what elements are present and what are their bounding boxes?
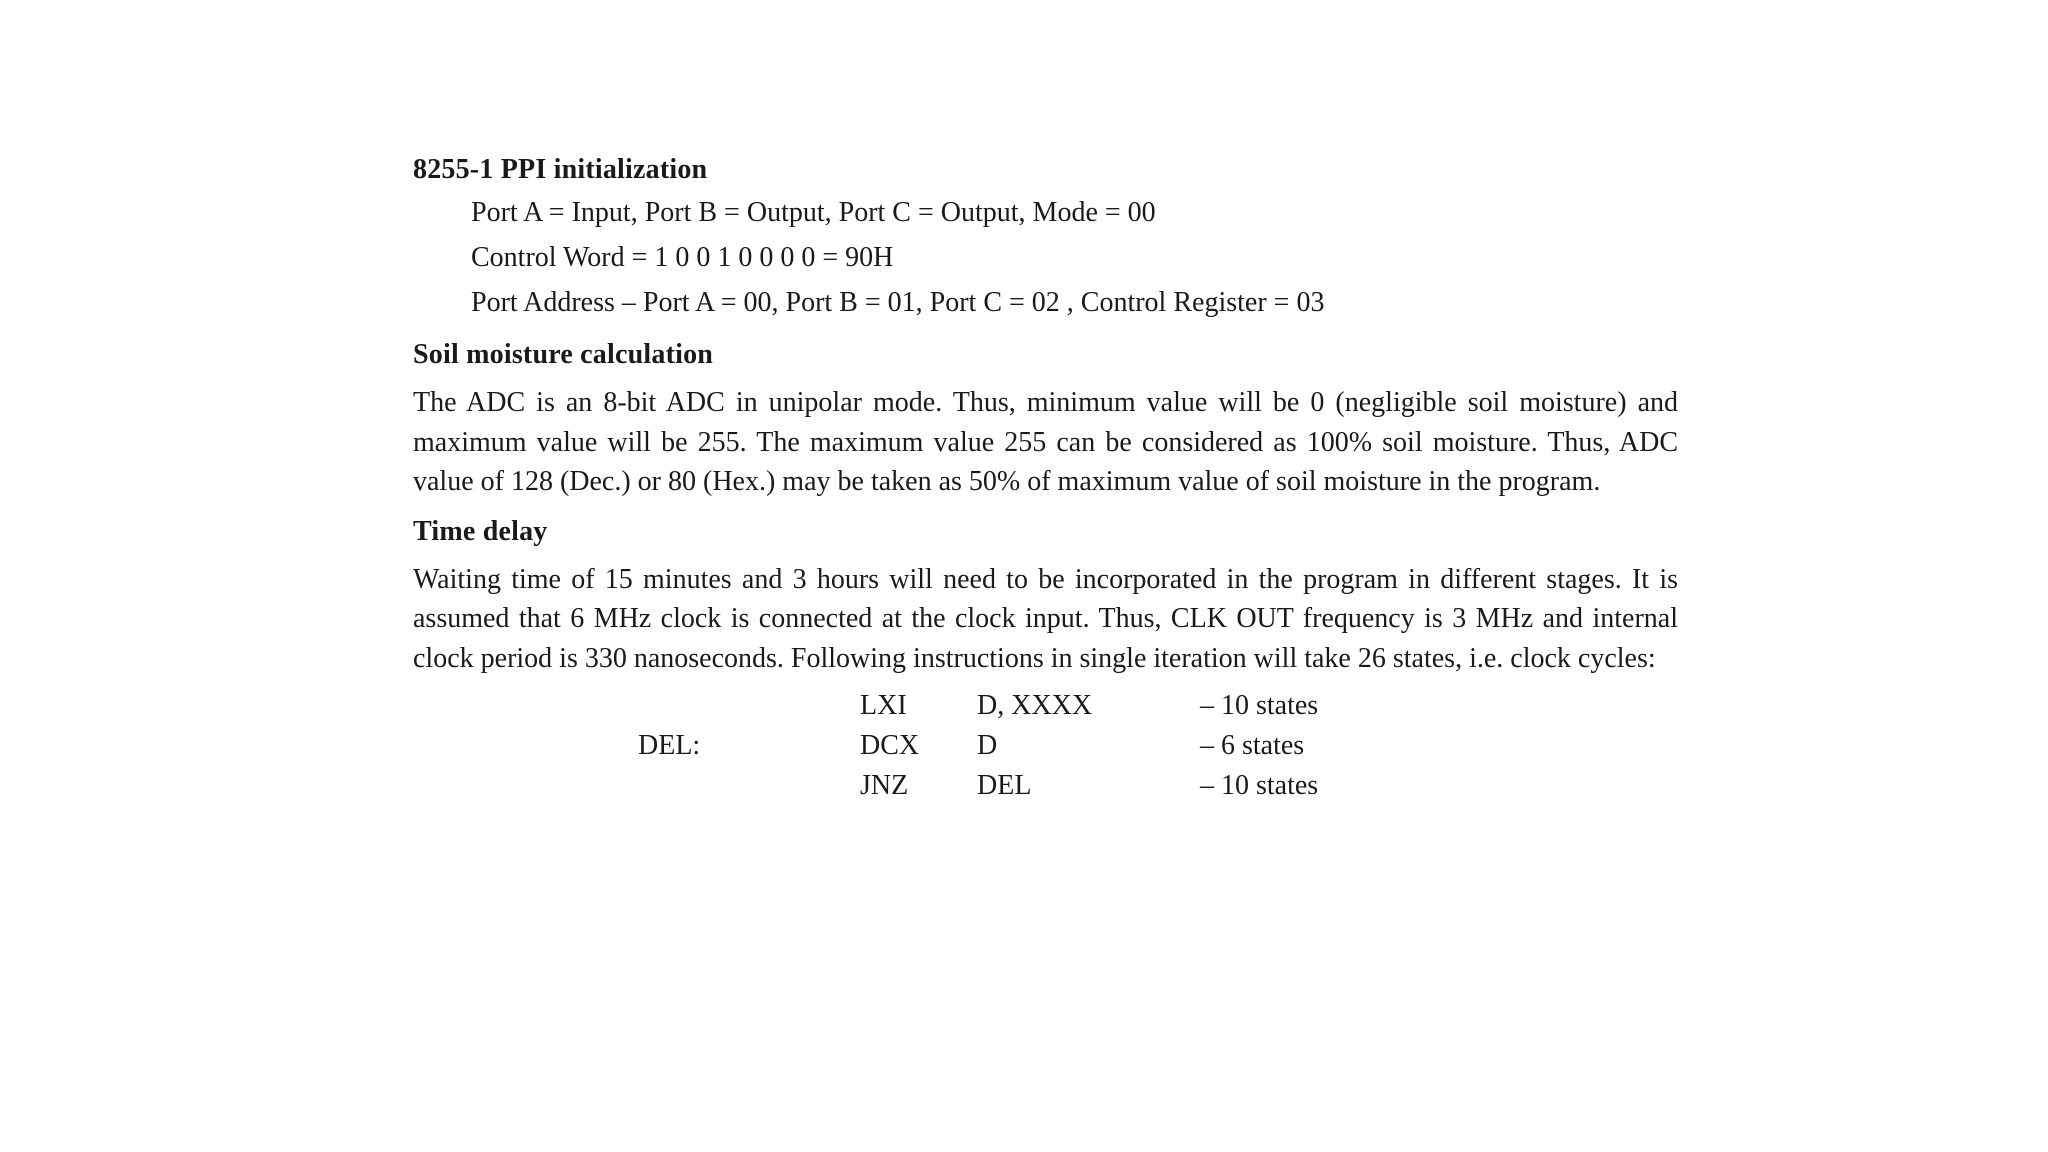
ppi-port-address-line: Port Address – Port A = 00, Port B = 01, Port C = 02 , Control Register = 03 bbox=[471, 287, 1325, 318]
delay-heading: Time delay bbox=[413, 515, 548, 547]
assembly-code-block bbox=[413, 686, 1678, 806]
code-opcode: JNZ bbox=[860, 770, 909, 801]
code-label: DEL: bbox=[638, 730, 701, 761]
code-operand: DEL bbox=[977, 770, 1032, 801]
ppi-control-word-line: Control Word = 1 0 0 1 0 0 0 0 = 90H bbox=[471, 242, 894, 273]
code-states: – 6 states bbox=[1200, 730, 1305, 761]
code-states: – 10 states bbox=[1200, 770, 1319, 801]
code-row bbox=[413, 726, 1678, 766]
code-opcode: DCX bbox=[860, 730, 920, 761]
code-opcode: LXI bbox=[860, 690, 907, 721]
code-operand: D bbox=[977, 730, 998, 761]
ppi-ports-line: Port A = Input, Port B = Output, Port C = Output, Mode = 00 bbox=[471, 197, 1156, 228]
code-states: – 10 states bbox=[1200, 690, 1319, 721]
code-operand: D, XXXX bbox=[977, 690, 1093, 721]
code-row bbox=[413, 766, 1678, 806]
ppi-heading: 8255-1 PPI initialization bbox=[413, 154, 708, 185]
code-row bbox=[413, 686, 1678, 726]
soil-heading: Soil moisture calculation bbox=[413, 339, 714, 370]
delay-paragraph: Waiting time of 15 minutes and 3 hours will need to be incorporated in the program in different stages. It is assumed that 6 MHz clock is connected at the clock input. Thus, CLK OUT frequency is 3 MHz and internal clock period is 330 nanoseconds. Following instructions in single iteration will take 26 states, i.e. clock cycles: bbox=[413, 563, 1678, 674]
ppi-section bbox=[413, 190, 1678, 325]
soil-paragraph: The ADC is an 8-bit ADC in unipolar mode. Thus, minimum value will be 0 (negligible soil moisture) and maximum value will be 255. The maximum value 255 can be considered as 100% soil moisture. Thus, ADC value of 128 (Dec.) or 80 (Hex.) may be taken as 50% of maximum value of soil moisture in the program. bbox=[413, 387, 1678, 497]
document-page bbox=[413, 150, 1678, 806]
